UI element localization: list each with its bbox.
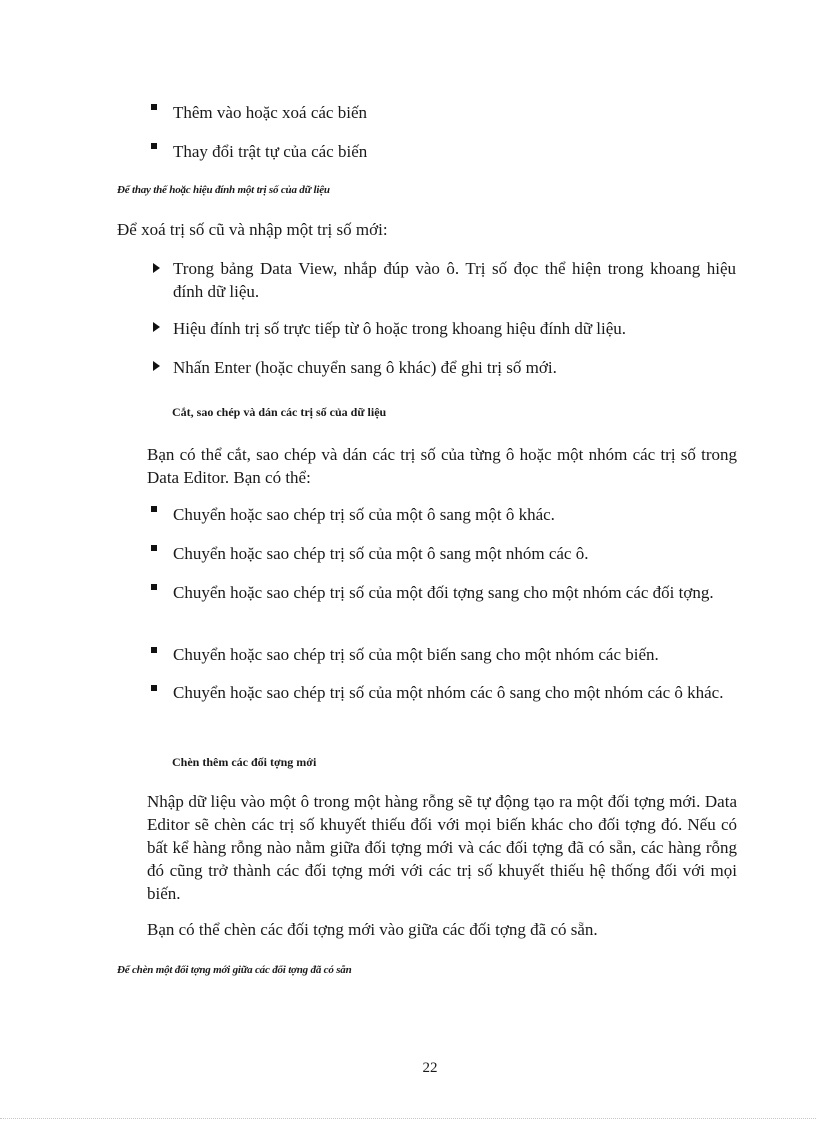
list-item: Chuyển hoặc sao chép trị số của một ô sang một ô khác. [173, 505, 555, 524]
footer-divider [0, 1118, 816, 1119]
intro-text: Để xoá trị số cũ và nhập một trị số mới: [117, 220, 388, 239]
list-item: Chuyển hoặc sao chép trị số của một biến sang cho một nhóm các biến. [173, 645, 659, 664]
section-heading: Để thay thế hoặc hiệu đính một trị số của dữ liệu [117, 184, 330, 196]
triangle-bullet-icon [153, 361, 160, 371]
section-heading: Cắt, sao chép và dán các trị số của dữ liệu [172, 405, 387, 419]
list-item: Nhấn Enter (hoặc chuyển sang ô khác) để ghi trị số mới. [173, 358, 557, 377]
square-bullet-icon [151, 104, 157, 110]
paragraph: Nhập dữ liệu vào một ô trong một hàng rỗng sẽ tự động tạo ra một đối tợng mới. Data Editor sẽ chèn các trị số khuyết thiếu đối với mọi biến khác cho đối tợng đó. Nếu có bất kể hàng rỗng nào nằm giữa đối tợng mới và các đối tợng đã có sẵn, các hàng rỗng đó cũng trở thành các đối tợng mới với các trị số khuyết thiếu hệ thống đối với mọi biến. [147, 792, 737, 903]
paragraph: Bạn có thể chèn các đối tợng mới vào giữa các đối tợng đã có sẵn. [147, 920, 598, 939]
list-item: Chuyển hoặc sao chép trị số của một đối tợng sang cho một nhóm các đối tợng. [173, 583, 714, 602]
triangle-bullet-icon [153, 322, 160, 332]
square-bullet-icon [151, 545, 157, 551]
list-item: Hiệu đính trị số trực tiếp từ ô hoặc trong khoang hiệu đính dữ liệu. [173, 319, 627, 338]
list-item: Thêm vào hoặc xoá các biến [173, 103, 367, 122]
paragraph: Bạn có thể cắt, sao chép và dán các trị số của từng ô hoặc một nhóm các trị số trong Data Editor. Bạn có thể: [147, 445, 737, 487]
section-heading: Để chèn một đối tợng mới giữa các đối tợng đã có sẵn [117, 964, 352, 976]
square-bullet-icon [151, 685, 157, 691]
section-heading: Chèn thêm các đối tợng mới [172, 755, 317, 769]
square-bullet-icon [151, 584, 157, 590]
page-number: 22 [422, 1060, 438, 1076]
list-item: Trong bảng Data View, nhắp đúp vào ô. Trị số đọc thể hiện trong khoang hiệu đính dữ liệu. [173, 259, 736, 301]
list-item: Chuyển hoặc sao chép trị số của một ô sang một nhóm các ô. [173, 544, 589, 563]
triangle-bullet-icon [153, 263, 160, 273]
square-bullet-icon [151, 506, 157, 512]
list-item: Chuyển hoặc sao chép trị số của một nhóm các ô sang cho một nhóm các ô khác. [173, 683, 724, 702]
square-bullet-icon [151, 143, 157, 149]
list-item: Thay đổi trật tự của các biến [173, 142, 368, 161]
square-bullet-icon [151, 647, 157, 653]
